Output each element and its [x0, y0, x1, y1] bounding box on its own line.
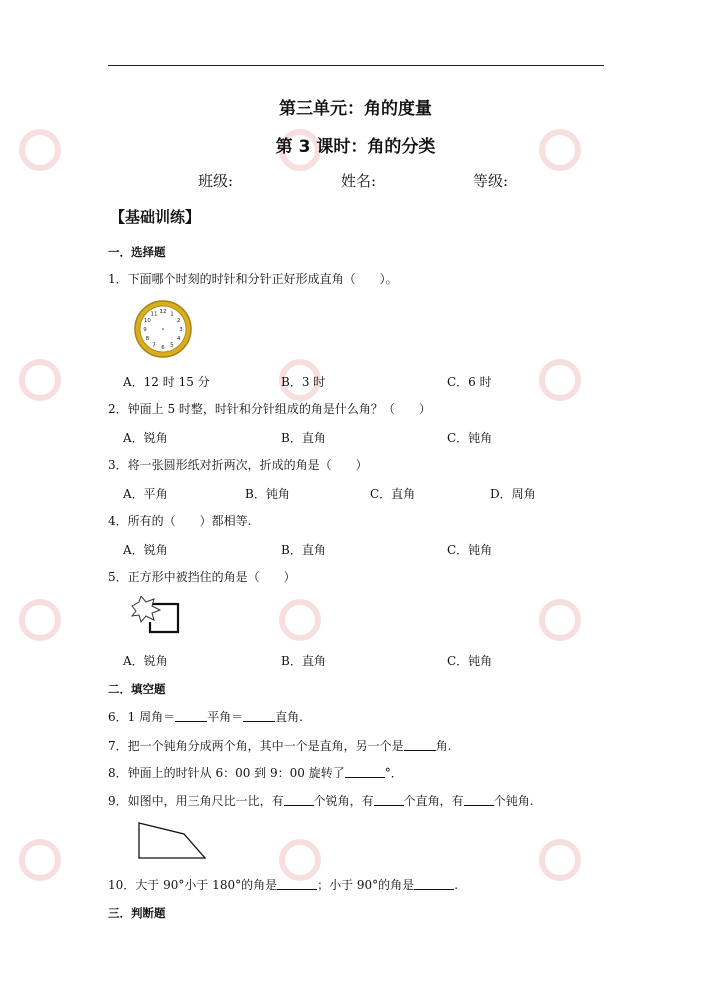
q9-blank-1[interactable]: [284, 793, 314, 806]
q3-option-a[interactable]: A．平角: [123, 487, 168, 501]
q1-option-a[interactable]: A．12 时 15 分: [123, 375, 210, 389]
q9-blank-2[interactable]: [374, 793, 404, 806]
q3-option-d[interactable]: D．周角: [490, 487, 536, 501]
clock-numeral: 10: [143, 318, 151, 324]
clock-numeral: 9: [143, 327, 147, 333]
q1-option-b[interactable]: B．3 时: [281, 375, 326, 389]
name-label: 姓名:: [341, 172, 377, 190]
q5-option-c[interactable]: C．钝角: [447, 654, 493, 668]
grade-label: 等级:: [473, 172, 509, 190]
question-5: 5．正方形中被挡住的角是（ ）: [108, 570, 296, 584]
clock-numeral: 4: [176, 336, 181, 342]
q1-option-c[interactable]: C．6 时: [447, 375, 492, 389]
question-3: 3．将一张圆形纸对折两次，折成的角是（ ）: [108, 458, 368, 472]
q3-option-c[interactable]: C．直角: [370, 487, 416, 501]
question-6: 6．1 周角＝ 平角＝ 直角.: [108, 710, 303, 724]
q3-option-b[interactable]: B．钝角: [245, 487, 290, 501]
question-10: 10．大于 90°小于 180°的角是 ；小于 90°的角是 .: [108, 878, 459, 892]
section-title: 【基础训练】: [110, 208, 201, 226]
clock-image: [133, 299, 193, 359]
q6-blank-1[interactable]: [175, 709, 207, 722]
q5-option-b[interactable]: B．直角: [281, 654, 326, 668]
q5-option-a[interactable]: A．锐角: [123, 654, 168, 668]
q4-option-c[interactable]: C．钝角: [447, 543, 493, 557]
page-title: 第三单元：角的度量: [279, 99, 432, 119]
page-subtitle: 第 3 课时：角的分类: [275, 137, 436, 157]
question-1: 1．下面哪个时刻的时针和分针正好形成直角（ ）。: [108, 272, 398, 286]
q2-option-c[interactable]: C．钝角: [447, 431, 493, 445]
clock-numeral: 1: [170, 311, 174, 318]
clock-numeral: 6: [161, 345, 165, 351]
part2-heading: 二．填空题: [108, 682, 166, 696]
square-covered-image: [130, 596, 184, 638]
part3-heading: 三．判断题: [108, 906, 166, 920]
clock-numeral: 8: [145, 336, 150, 342]
trapezoid-image: [136, 820, 210, 862]
clock-numeral: 2: [176, 318, 181, 324]
part1-heading: 一．选择题: [108, 245, 166, 259]
header-rule: [108, 65, 604, 66]
clock-numeral: 11: [150, 311, 158, 318]
q2-option-a[interactable]: A．锐角: [123, 431, 168, 445]
q9-blank-3[interactable]: [464, 793, 494, 806]
question-2: 2．钟面上 5 时整，时针和分针组成的角是什么角？（ ）: [108, 402, 431, 416]
q10-blank-1[interactable]: [277, 877, 317, 890]
clock-numeral: 7: [152, 342, 156, 349]
clock-numeral: 5: [170, 342, 174, 349]
class-label: 班级:: [198, 172, 234, 190]
clock-numeral: 3: [179, 327, 183, 333]
q2-option-b[interactable]: B．直角: [281, 431, 326, 445]
question-7: 7．把一个钝角分成两个角，其中一个是直角，另一个是 角.: [108, 739, 452, 753]
question-4: 4．所有的（ ）都相等.: [108, 514, 252, 528]
q6-blank-2[interactable]: [243, 709, 275, 722]
q10-blank-2[interactable]: [414, 877, 454, 890]
question-8: 8．钟面上的时针从 6：00 到 9：00 旋转了 °．: [108, 766, 403, 780]
q4-option-a[interactable]: A．锐角: [123, 543, 168, 557]
q7-blank[interactable]: [404, 738, 436, 751]
clock-numeral: 12: [159, 309, 167, 315]
q8-blank[interactable]: [345, 765, 385, 778]
question-9: 9．如图中，用三角尺比一比，有 个锐角，有 个直角，有 个钝角.: [108, 794, 534, 808]
q4-option-b[interactable]: B．直角: [281, 543, 326, 557]
